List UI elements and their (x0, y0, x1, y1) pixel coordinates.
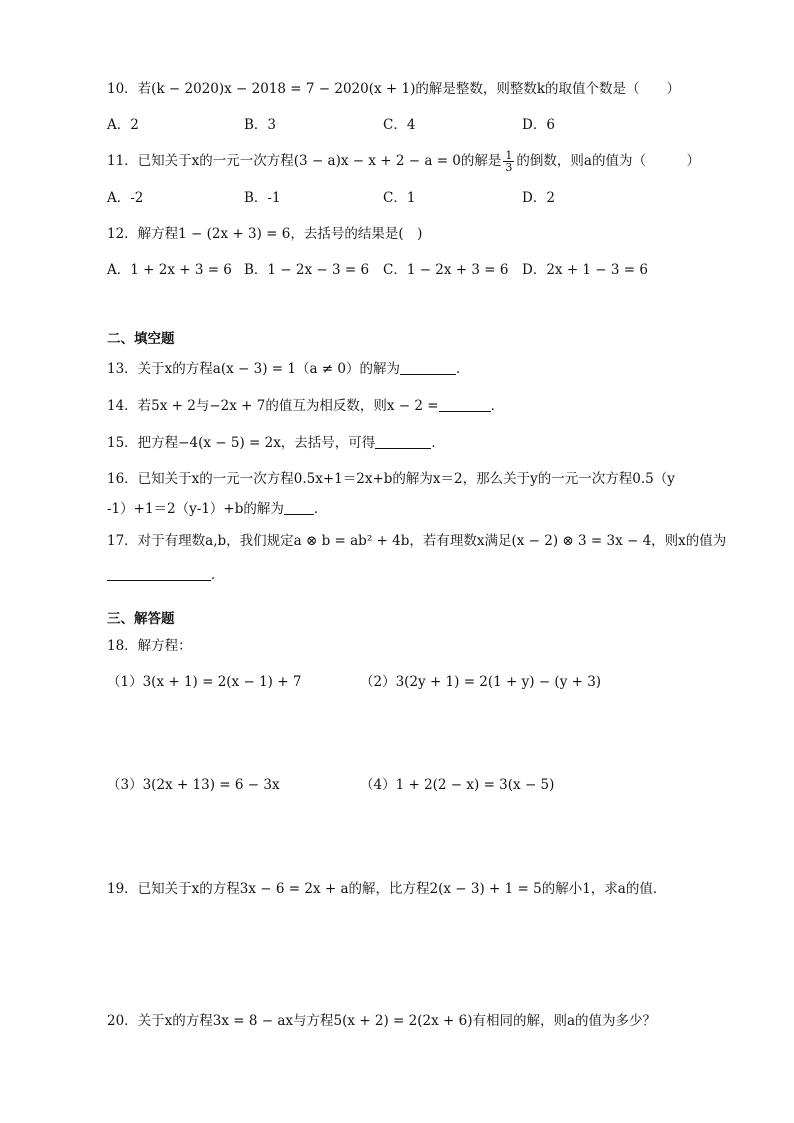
q12-option-a: A．1 + 2x + 3 = 6 (107, 262, 232, 278)
q12-option-b: B．1 − 2x − 3 = 6 (244, 262, 370, 278)
question-16-line-1: 16．已知关于x的一元一次方程0.5x+1＝2x+b的解为x＝2，那么关于y的一元一次方程0.5（y (107, 471, 675, 487)
q13-text: 13．关于x的方程a(x − 3) = 1（a ≠ 0）的解为 (107, 361, 400, 377)
answer-blank[interactable] (107, 566, 211, 581)
q16-end: ． (313, 501, 328, 517)
answer-blank[interactable] (375, 434, 431, 449)
q12-option-c: C．1 − 2x + 3 = 6 (383, 262, 509, 278)
question-13 (107, 360, 470, 378)
q11-stem-part-b: 的倒数，则a的值为（ ） (516, 153, 700, 169)
question-17-line-2 (107, 566, 225, 584)
fraction-denominator: 3 (505, 161, 513, 174)
question-12-stem: 12．解方程1 − (2x + 3) = 6，去括号的结果是( ) (107, 226, 423, 242)
q16-text: -1）+1＝2（y-1）+b的解为 (107, 501, 284, 517)
q15-end: ． (431, 435, 445, 451)
q11-option-b: B．-1 (244, 190, 281, 206)
fraction-numerator: 1 (505, 149, 513, 162)
q10-option-d: D．6 (522, 117, 555, 133)
q10-option-c: C．4 (383, 117, 416, 133)
q11-option-a: A．-2 (107, 190, 144, 206)
q18-part-4: （4）1 + 2(2 − x) = 3(x − 5) (360, 777, 555, 793)
q11-option-d: D．2 (522, 190, 555, 206)
q12-option-d: D．2x + 1 − 3 = 6 (522, 262, 648, 278)
question-14 (107, 397, 504, 415)
q10-option-a: A．2 (107, 117, 139, 133)
q15-text: 15．把方程−4(x − 5) = 2x，去括号，可得 (107, 435, 376, 451)
question-11-stem (107, 150, 700, 173)
q18-part-2: （2）3(2y + 1) = 2(1 + y) − (y + 3) (360, 674, 602, 690)
q17-end: ． (211, 567, 225, 583)
q11-stem-part-a: 11．已知关于x的一元一次方程(3 − a)x − x + 2 − a = 0的解是 (107, 153, 502, 169)
q11-option-c: C．1 (383, 190, 416, 206)
question-19: 19．已知关于x的方程3x − 6 = 2x + a的解，比方程2(x − 3) + 1 = 5的解小1，求a的值． (107, 881, 667, 897)
section-fill-in-blank-heading: 二、填空题 (107, 331, 175, 347)
q10-option-b: B．3 (244, 117, 277, 133)
q14-text: 14．若5x + 2与−2x + 7的值互为相反数，则x − 2 = (107, 398, 439, 414)
question-20: 20．关于x的方程3x = 8 − ax与方程5(x + 2) = 2(2x + 6)有相同的解，则a的值为多少？ (107, 1013, 657, 1029)
q14-end: ． (490, 398, 505, 414)
answer-blank[interactable] (284, 500, 314, 515)
answer-blank[interactable] (400, 360, 456, 375)
section-solve-heading: 三、解答题 (107, 611, 175, 627)
q18-part-3: （3）3(2x + 13) = 6 − 3x (107, 777, 280, 793)
q13-end: ． (456, 361, 470, 377)
question-18-title: 18．解方程： (107, 638, 192, 654)
question-15 (107, 434, 445, 452)
question-16-line-2 (107, 500, 327, 518)
fraction-one-third (503, 150, 514, 173)
question-10-stem: 10．若(k − 2020)x − 2018 = 7 − 2020(x + 1)的解是整数，则整数k的取值个数是（ ） (107, 81, 681, 97)
question-17-line-1: 17．对于有理数a,b，我们规定a ⊗ b = ab² + 4b，若有理数x满足(x − 2) ⊗ 3 = 3x − 4，则x的值为 (107, 533, 727, 549)
answer-blank[interactable] (439, 397, 491, 412)
q18-part-1: （1）3(x + 1) = 2(x − 1) + 7 (107, 674, 302, 690)
